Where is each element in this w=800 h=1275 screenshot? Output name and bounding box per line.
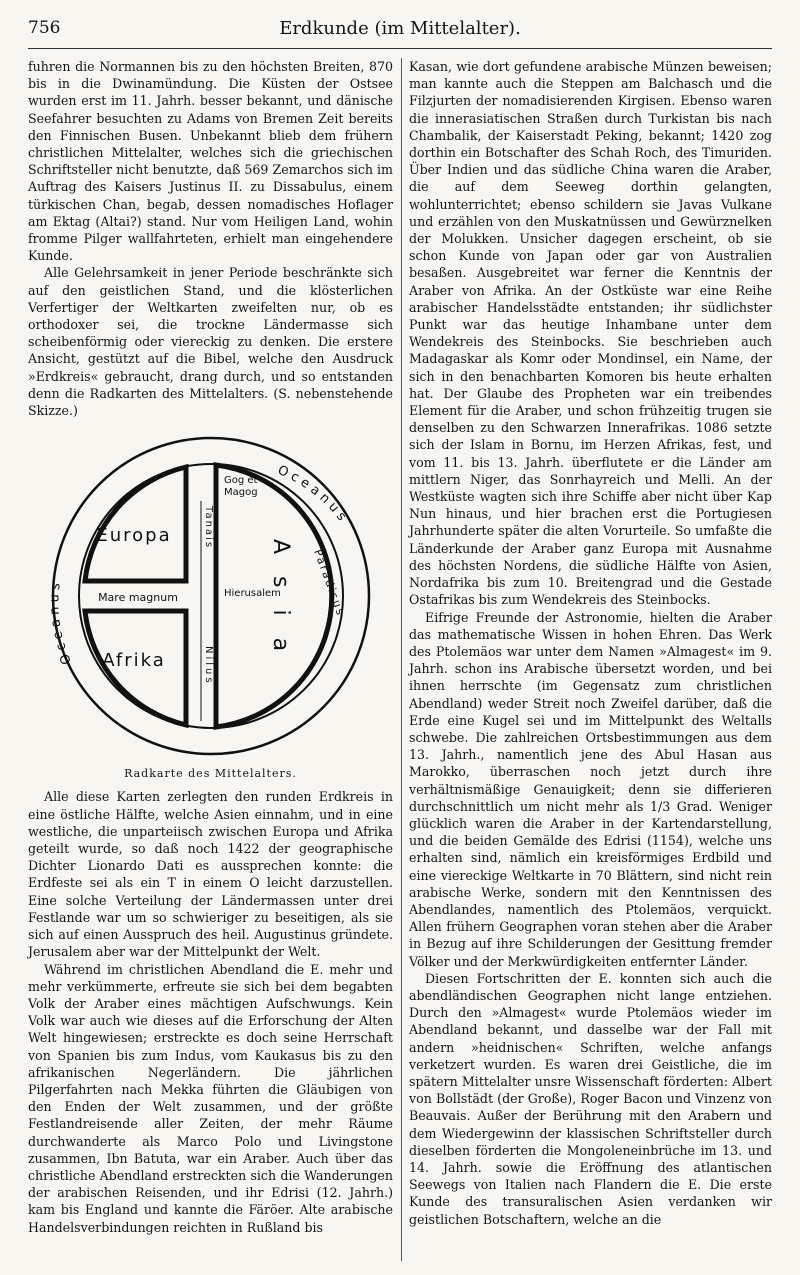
page-header xyxy=(28,18,772,44)
page-number: 756 xyxy=(28,18,61,38)
hierusalem-label: Hierusalem xyxy=(223,588,281,600)
figure-caption: Radkarte des Mittelalters. xyxy=(124,767,297,781)
svg-text:Oceanus xyxy=(47,578,75,666)
europa-label: Europa xyxy=(95,525,172,547)
paradisus-label: Paradisus xyxy=(310,547,348,619)
running-title: Erdkunde (im Mittelalter). xyxy=(279,18,521,39)
oceanus-left: Oceanus xyxy=(46,578,75,667)
paragraph: Kasan, wie dort gefundene arabische Münzen beweisen; man kannte auch die Steppen am Balchasch und die Filzjurten der nomadisierenden Kirgisen. Ebenso waren die innerasiatischen Straßen durch Turkistan bis nach Chambalik, der Kaiserstadt Peking, bekannt; 1420 zog dorthin ein Botschafter des Schah Roch, des Timuriden. Über Indien und das südliche China waren die Araber, die auf dem Seeweg dorthin gelangten, wohlunterrichtet; ebenso schildern sie Javas Vulkane und erzählen von den Muskatnüssen und Gewürznelken der Molukken. Unsicher dagegen erscheint, ob sie schon Kunde von Japan oder gar von Australien besaßen. Ausgebreitet war ferner die Kenntnis der Araber von Afrika. An der Ostküste war eine Reihe arabischer Handelsstädte entstanden; ihr südlichster Punkt war das heutige Inhambane unter dem Wendekreis des Steinbocks. Sie beschrieben auch Madagaskar als Komr oder Mondinsel, ein Name, der sich in den benachbarten Komoren bis heute erhalten hat. Der Glaube des Propheten war ein treibendes Element für die Araber, und schon frühzeitig trugen sie denselben zu den Schwarzen Innerafrikas. 1086 setzte sich der Islam in Bornu, im Herzen Afrikas, fest, und vom 11. bis 13. Jahrh. überflutete er die Länder am mittlern Niger, das Sonrhayreich und Melli. An der Westküste wagten sich ihre Schiffe aber nicht über Kap Nun hinaus, und hier brachen erst die Portugiesen Jahrhunderte später die alten Vorurteile. So umfaßte die Länderkunde der Araber ganz Europa mit Ausnahme des höchsten Nordens, die südliche Hälfte von Asien, Nordafrika bis zum 10. Breitengrad und die Gestade Ostafrikas bis zum Wendekreis des Steinbocks. xyxy=(409,59,772,608)
magog-label: Magog xyxy=(223,487,258,499)
paragraph: Alle Gelehrsamkeit in jener Periode beschränkte sich auf den geistlichen Stand, und die klösterlichen Verfertiger der Weltkarten zweifelten nur, ob es orthodoxer sei, die trockne Ländermasse sich scheibenförmig oder viereckig zu denken. Die erstere Ansicht, gestützt auf die Bibel, welche den Ausdruck »Erdkreis« gebraucht, drang durch, und so entstanden denn die Radkarten des Mittelalters. (S. nebenstehende Skizze.) xyxy=(28,265,393,419)
header-rule xyxy=(28,48,772,49)
column-divider xyxy=(401,58,402,1261)
paragraph: Alle diese Karten zerlegten den runden Erdkreis in eine östliche Hälfte, welche Asien einnahm, und in eine westliche, die unparteiisch zwischen Europa und Afrika geteilt wurde, so daß noch 1422 der geographische Dichter Lionardo Dati es aussprechen konnte: die Erdfeste sei als ein T in einem O leicht darzustellen. Eine solche Verteilung der Ländermassen unter drei Festlande war um so schwieriger zu beseitigen, als sie sich auf einen Ausspruch des heil. Augustinus gründete. Jerusalem aber war der Mittelpunkt der Welt. xyxy=(28,789,393,960)
paragraph: fuhren die Normannen bis zu den höchsten Breiten, 870 bis in die Dwinamündung. Die Küsten der Ostsee wurden erst im 11. Jahrh. besser bekannt, und dänische Seefahrer besuchten zu Adams von Bremen Zeit bereits den Finnischen Busen. Unbekannt blieb dem frühern christlichen Mittelalter, welches sich die griechischen Schriftsteller nicht benutzte, daß 569 Zemarchos sich im Auftrag des Kaisers Justinus II. zu Dissabulus, einem türkischen Chan, begab, dessen nomadisches Hoflager am Ektag (Altai?) stand. Nur vom Heiligen Land, wohin fromme Pilger wallfahrteten, erhielt man eingehendere Kunde. xyxy=(28,59,393,264)
left-column xyxy=(28,58,393,1236)
asia-label: Asia xyxy=(267,539,293,674)
afrika-label: Afrika xyxy=(101,650,166,672)
wheel-map xyxy=(46,431,376,761)
mare-label: Mare magnum xyxy=(97,591,178,605)
oceanus-right: Oceanus xyxy=(274,463,351,528)
paragraph: Eifrige Freunde der Astronomie, hielten die Araber das mathematische Wissen in hohen Ehren. Das Werk des Ptolemäos war unter dem Namen »Almagest« im 9. Jahrh. schon ins Arabische übersetzt worden, und bei ihnen herrschte (im Gegensatz zum christlichen Abendland) weder Streit noch Zweifel darüber, daß die Erde eine Kugel sei und im Mittelpunkt des Weltalls schwebe. Die zahlreichen Ortsbestimmungen aus dem 13. Jahrh., namentlich jene des Abul Hasan aus Marokko, überraschen noch jetzt durch ihre verhältnismäßige Genauigkeit; denn sie differieren durchschnittlich um nicht mehr als 1/3 Grad. Weniger glücklich waren die Araber in der Kartendarstellung, und die beiden Gemälde des Edrisi (1154), welche uns erhalten sind, nämlich ein kreisförmiges Erdbild und eine viereckige Weltkarte in 70 Blättern, sind nicht rein arabische Werke, sondern mit den Kenntnissen des Abendlandes, namentlich des Ptolemäos, verquickt. Allen frühern Geographen voran stehen aber die Araber in Bezug auf ihre Schilderungen der Gesittung fremder Völker und der Merkwürdigkeiten entfernter Länder. xyxy=(409,609,772,969)
nilus-label: Nilus xyxy=(202,646,214,686)
paragraph: Diesen Fortschritten der E. konnten sich auch die abendländischen Geographen nicht lange entziehen. Durch den »Almagest« wurde Ptolemäos wieder im Abendland bekannt, und dasselbe war der Fall mit andern »heidnischen« Schriften, welche anfangs verketzert wurden. Es waren drei Geistliche, die im spätern Mittelalter unsre Wissenschaft förderten: Albert von Bollstädt (der Große), Roger Bacon und Vinzenz von Beauvais. Außer der Berührung mit den Arabern und dem Wiedergewinn der klassischen Schriftsteller durch dieselben förderten die Mongoleneinbrüche im 13. und 14. Jahrh. sowie die Eröffnung des atlantischen Seewegs von Italien nach Flandern die E. Die erste Kunde des transuralischen Asien verdanken wir geistlichen Botschaftern, welche an die xyxy=(409,970,772,1227)
tanais-label: Tanais xyxy=(202,506,214,550)
wheel-map-figure xyxy=(28,431,393,782)
paragraph: Während im christlichen Abendland die E. mehr und mehr verkümmerte, erfreute sie sich bei dem begabten Volk der Araber eines mächtigen Aufschwungs. Kein Volk war auch wie dieses auf die Erforschung der Alten Welt hingewiesen; erstreckte es doch seine Herrschaft von Spanien bis zum Indus, vom Kaukasus bis zu den afrikanischen Negerländern. Die jährlichen Pilgerfahrten nach Mekka führten die Gläubigen von den Enden der Welt zusammen, und der größte Festlandreisende aller Zeiten, der mehr Räume durchwanderte als Marco Polo und Livingstone zusammen, Ibn Batuta, war ein Araber. Auch über das christliche Abendland erstreckten sich die Wanderungen der arabischen Reisenden, und ihr Edrisi (12. Jahrh.) kam bis England und kannte die Färöer. Alte arabische Handelsverbindungen reichten in Rußland bis xyxy=(28,961,393,1235)
gog-label: Gog et xyxy=(223,475,257,487)
right-column xyxy=(409,58,772,1228)
